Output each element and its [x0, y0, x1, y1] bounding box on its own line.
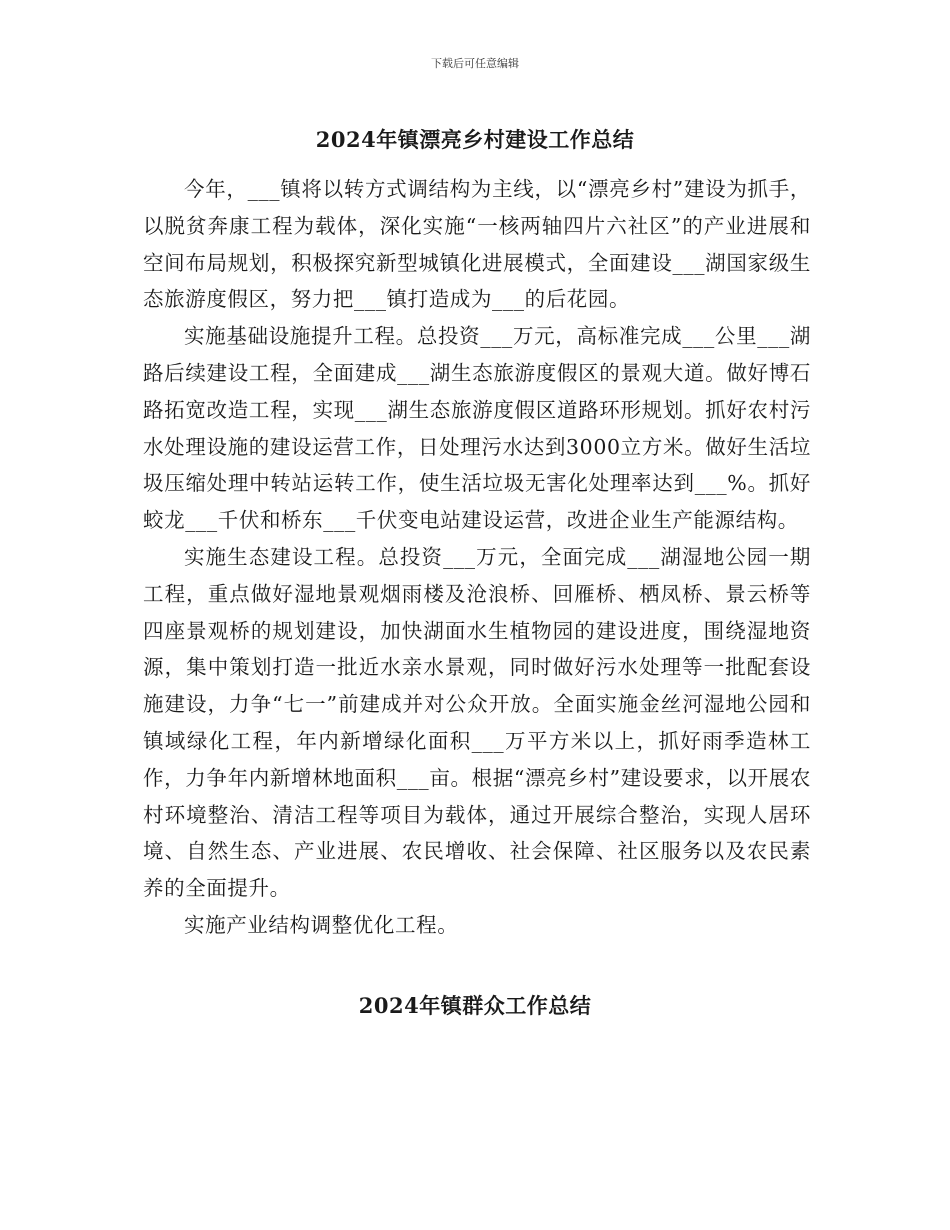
paragraph-industry: 实施产业结构调整优化工程。: [184, 912, 459, 937]
document-body: [143, 171, 811, 944]
paragraph-intro: 今年，___镇将以转方式调结构为主线，以“漂亮乡村”建设为抓手，以脱贫奔康工程为载体，深化实施“一核两轴四片六社区”的产业进展和空间布局规划，积极探究新型城镇化进展模式，全面建设___湖国家级生态旅游度假区，努力把___镇打造成为___的后花园。: [143, 177, 811, 312]
page-header-note: 下载后可任意编辑: [431, 57, 519, 70]
second-document-title: 2024年镇群众工作总结: [358, 993, 592, 1018]
paragraph-infrastructure: 实施基础设施提升工程。总投资___万元，高标准完成___公里___湖路后续建设工程，全面建成___湖生态旅游度假区的景观大道。做好博石路拓宽改造工程，实现___湖生态旅游度假区道路环形规划。抓好农村污水处理设施的建设运营工作，日处理污水达到3000立方米。做好生活垃圾压缩处理中转站运转工作，使生活垃圾无害化处理率达到___%。抓好蛟龙___千伏和桥东___千伏变电站建设运营，改进企业生产能源结构。: [143, 324, 811, 533]
document-title: 2024年镇漂亮乡村建设工作总结: [315, 127, 635, 152]
paragraph-ecology: 实施生态建设工程。总投资___万元，全面完成___湖湿地公园一期工程，重点做好湿地景观烟雨楼及沧浪桥、回雁桥、栖凤桥、景云桥等四座景观桥的规划建设，加快湖面水生植物园的建设进度，围绕湿地资源，集中策划打造一批近水亲水景观，同时做好污水处理等一批配套设施建设，力争“七一”前建成并对公众开放。全面实施金丝河湿地公园和镇域绿化工程，年内新增绿化面积___万平方米以上，抓好雨季造林工作，力争年内新增林地面积___亩。根据“漂亮乡村”建设要求，以开展农村环境整治、清洁工程等项目为载体，通过开展综合整治，实现人居环境、自然生态、产业进展、农民增收、社会保障、社区服务以及农民素养的全面提升。: [143, 544, 811, 901]
